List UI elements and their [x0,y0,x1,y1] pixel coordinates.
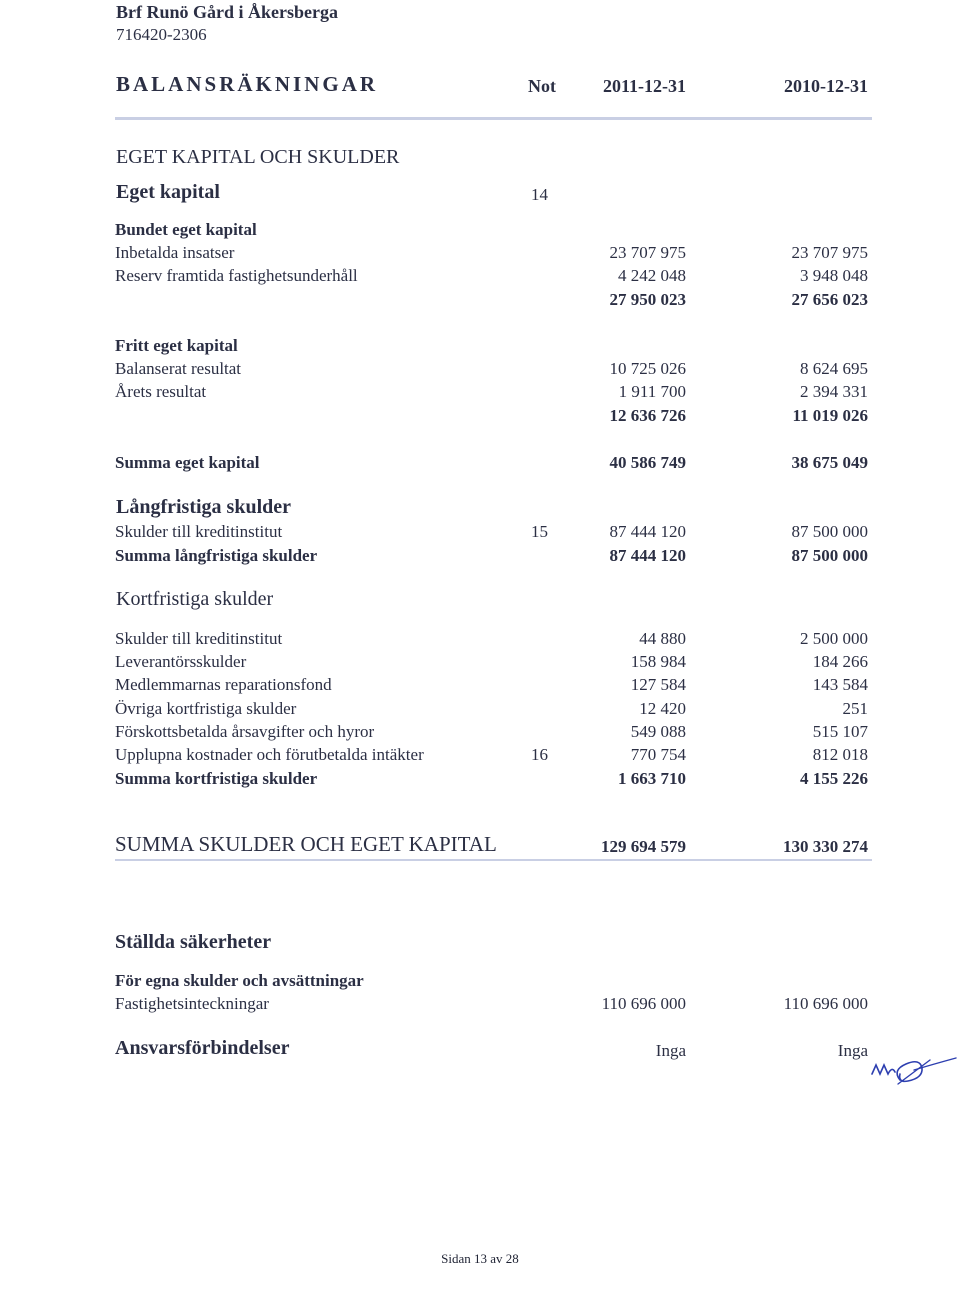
ansvar-2011: Inga [655,1041,686,1060]
row-value-2011: 770 754 [630,745,686,764]
total-2011: 129 694 579 [601,837,686,856]
row-label: Förskottsbetalda årsavgifter och hyror [115,722,375,741]
row-label: Balanserat resultat [115,359,242,378]
org-name: Brf Runö Gård i Åkersberga [116,2,338,22]
row-value-2010: 515 107 [812,722,868,741]
row-value-2011: 158 984 [630,652,686,671]
bundet-sum-2010: 27 656 023 [791,290,868,309]
total-underline [115,859,872,861]
row-note: 16 [531,745,548,764]
row-value-2010: 110 696 000 [783,994,868,1013]
eget-kapital-note: 14 [531,185,548,204]
summa-langfristiga-label: Summa långfristiga skulder [115,546,318,565]
col2-header: 2010-12-31 [784,76,868,96]
row-value-2011: 23 707 975 [609,243,686,262]
row-label: Fastighetsinteckningar [115,994,269,1013]
row-value-2011: 44 880 [639,629,686,648]
row-label: Medlemmarnas reparationsfond [115,675,332,694]
row-value-2010: 251 [842,699,868,718]
col1-header: 2011-12-31 [603,76,686,96]
row-label: Övriga kortfristiga skulder [115,699,297,718]
total-label: SUMMA SKULDER OCH EGET KAPITAL [115,832,497,856]
title-underline [115,117,872,120]
row-label: Årets resultat [115,382,207,401]
langfristiga-heading: Långfristiga skulder [116,496,292,518]
fritt-sum-2011: 12 636 726 [609,406,686,425]
summa-eget-kapital-2011: 40 586 749 [609,453,686,472]
row-value-2010: 87 500 000 [791,522,868,541]
section-heading: EGET KAPITAL OCH SKULDER [116,146,400,168]
fritt-heading: Fritt eget kapital [115,336,238,355]
ansvar-2010: Inga [837,1041,868,1060]
row-value-2011: 4 242 048 [618,266,686,285]
row-value-2010: 812 018 [812,745,868,764]
summa-eget-kapital-2010: 38 675 049 [791,453,868,472]
row-value-2011: 10 725 026 [609,359,686,378]
total-2010: 130 330 274 [783,837,868,856]
summa-langfristiga-2010: 87 500 000 [791,546,868,565]
row-value-2011: 110 696 000 [601,994,686,1013]
page-title: BALANSRÄKNINGAR [116,72,379,96]
row-value-2011: 127 584 [630,675,686,694]
row-value-2010: 143 584 [812,675,868,694]
row-label: Leverantörsskulder [115,652,247,671]
stallda-heading: Ställda säkerheter [115,931,272,953]
eget-kapital-heading: Eget kapital [116,181,220,203]
row-value-2011: 549 088 [630,722,686,741]
row-value-2010: 2 500 000 [800,629,868,648]
org-number: 716420-2306 [116,25,207,44]
row-label: Skulder till kreditinstitut [115,522,283,541]
ansvar-label: Ansvarsförbindelser [115,1037,290,1059]
row-value-2011: 87 444 120 [609,522,686,541]
row-value-2011: 1 911 700 [618,382,686,401]
row-value-2010: 23 707 975 [791,243,868,262]
bundet-heading: Bundet eget kapital [115,220,257,239]
stallda-subheading: För egna skulder och avsättningar [115,971,364,990]
row-label: Inbetalda insatser [115,243,235,262]
row-note: 15 [531,522,548,541]
signature-initials [868,1048,960,1092]
row-value-2010: 184 266 [812,652,868,671]
summa-kortfristiga-2010: 4 155 226 [800,769,868,788]
row-label: Skulder till kreditinstitut [115,629,283,648]
summa-kortfristiga-label: Summa kortfristiga skulder [115,769,318,788]
summa-langfristiga-2011: 87 444 120 [609,546,686,565]
row-value-2010: 2 394 331 [800,382,868,401]
row-label: Upplupna kostnader och förutbetalda intäkter [115,745,424,764]
summa-eget-kapital-label: Summa eget kapital [115,453,260,472]
not-column-header: Not [528,76,556,96]
row-value-2010: 8 624 695 [800,359,868,378]
bundet-sum-2011: 27 950 023 [609,290,686,309]
summa-kortfristiga-2011: 1 663 710 [618,769,686,788]
page-footer: Sidan 13 av 28 [441,1251,519,1266]
fritt-sum-2010: 11 019 026 [792,406,868,425]
row-value-2010: 3 948 048 [800,266,868,285]
kortfristiga-heading: Kortfristiga skulder [116,588,274,610]
row-label: Reserv framtida fastighetsunderhåll [115,266,358,285]
row-value-2011: 12 420 [639,699,686,718]
